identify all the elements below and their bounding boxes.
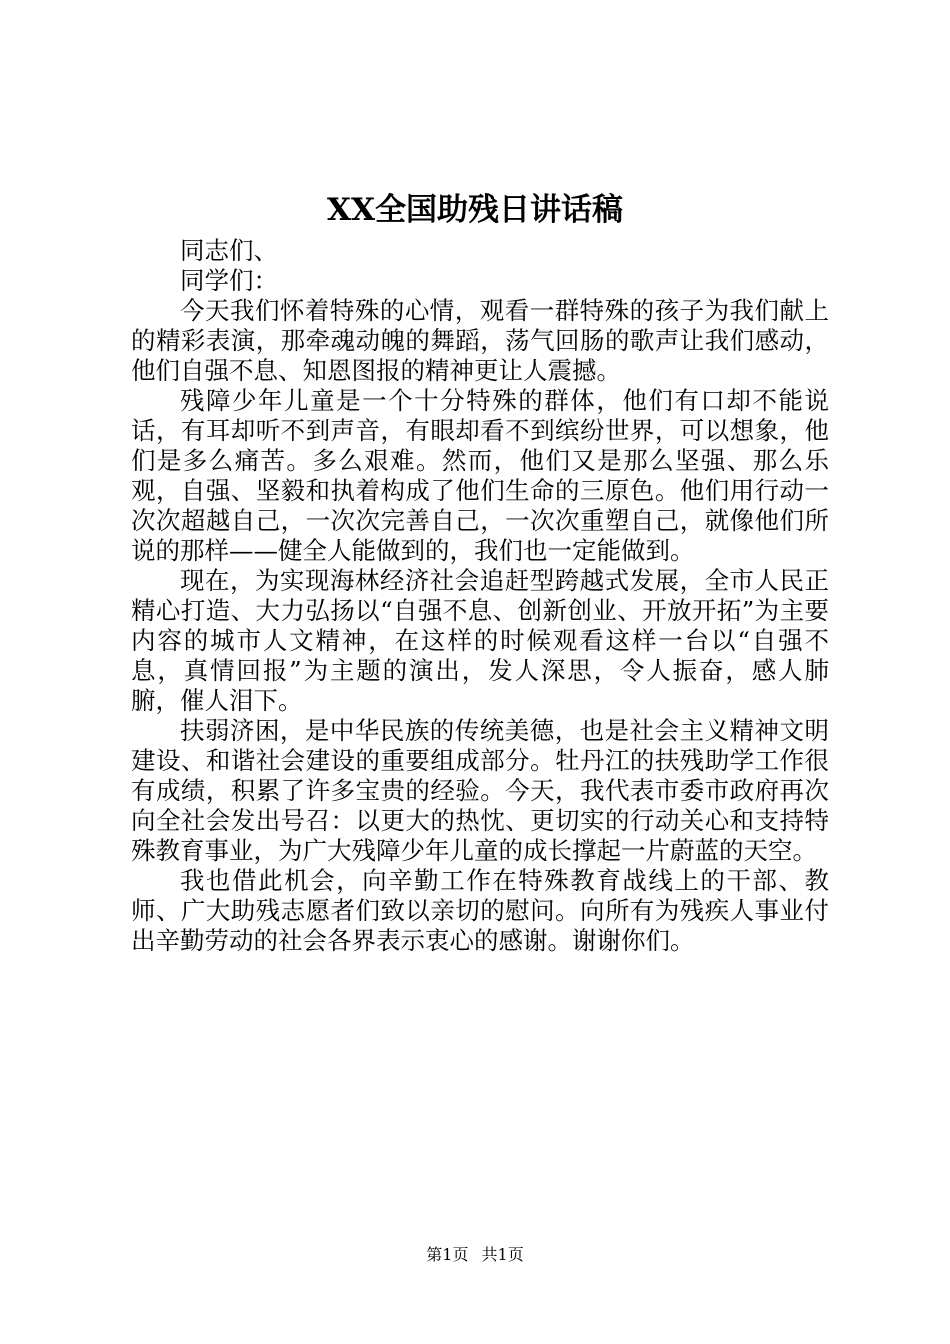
- paragraph-disabled-children: 残障少年儿童是一个十分特殊的群体，他们有口却不能说话，有耳却听不到声音，有眼却看不到缤纷世界，可以想象，他们是多么痛苦。多么艰难。然而，他们又是那么坚强、那么乐观，自强、坚毅和执着构成了他们生命的三原色。他们用行动一次次超越自己，一次次完善自己，一次次重塑自己，就像他们所说的那样——健全人能做到的，我们也一定能做到。: [131, 386, 829, 565]
- page-footer: [0, 1245, 950, 1265]
- paragraph-call-to-action: 扶弱济困，是中华民族的传统美德，也是社会主义精神文明建设、和谐社会建设的重要组成部分。牡丹江的扶残助学工作很有成绩，积累了许多宝贵的经验。今天，我代表市委市政府再次向全社会发出号召：以更大的热忱、更切实的行动关心和支持特殊教育事业，为广大残障少年儿童的成长撑起一片蔚蓝的天空。: [131, 716, 829, 865]
- paragraph-thanks: 我也借此机会，向辛勤工作在特殊教育战线上的干部、教师、广大助残志愿者们致以亲切的慰问。向所有为残疾人事业付出辛勤劳动的社会各界表示衷心的感谢。谢谢你们。: [131, 866, 829, 955]
- salutation-comrades: 同志们、: [180, 236, 278, 265]
- paragraph-opening: 今天我们怀着特殊的心情，观看一群特殊的孩子为我们献上的精彩表演，那牵魂动魄的舞蹈，荡气回肠的歌声让我们感动，他们自强不息、知恩图报的精神更让人震撼。: [131, 296, 829, 385]
- page-total: 共1页: [481, 1245, 524, 1264]
- paragraph-city-spirit: 现在，为实现海林经济社会追赶型跨越式发展，全市人民正精心打造、大力弘扬以“自强不息、创新创业、开放开拓”为主要内容的城市人文精神，在这样的时候观看这样一台以“自强不息，真情回报”为主题的演出，发人深思，令人振奋，感人肺腑，催人泪下。: [131, 566, 829, 715]
- page-number: 第1页: [426, 1245, 469, 1264]
- document-title: XX全国助残日讲话稿: [326, 192, 624, 228]
- document-body: [131, 236, 829, 956]
- salutation-students: 同学们：: [180, 266, 278, 295]
